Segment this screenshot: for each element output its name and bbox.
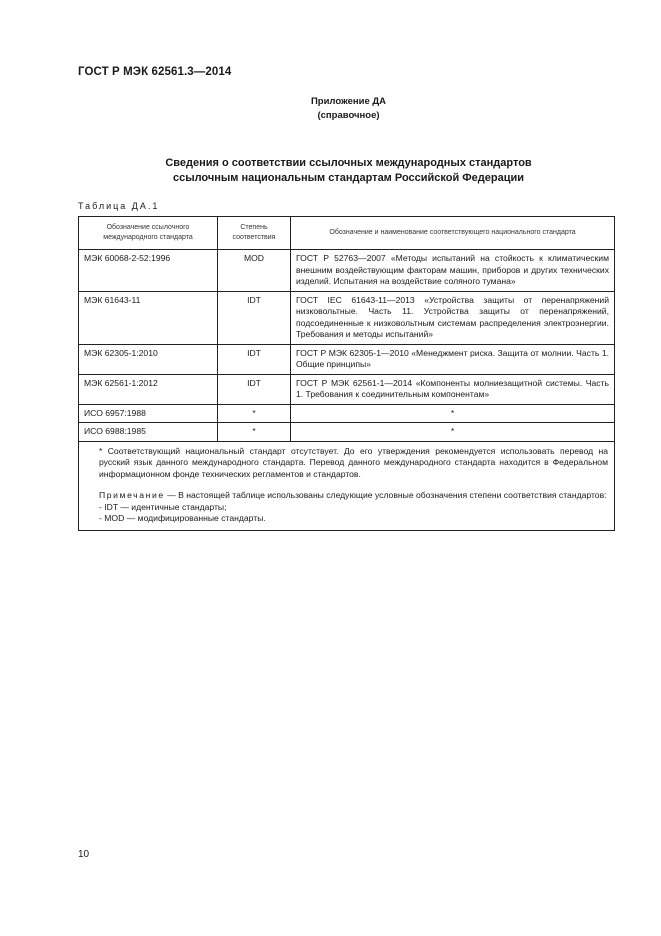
cell-degree: IDT	[218, 344, 291, 374]
cell-intl: МЭК 62561-1:2012	[79, 374, 218, 404]
annex-heading	[0, 95, 661, 123]
cell-intl: ИСО 6957:1988	[79, 404, 218, 423]
table-row	[79, 344, 615, 374]
section-title	[0, 156, 661, 186]
cell-national: *	[291, 423, 615, 442]
note-label: Примечание	[99, 490, 165, 500]
cell-degree: IDT	[218, 374, 291, 404]
cell-national: *	[291, 404, 615, 423]
references-table	[78, 216, 615, 531]
table-label: Таблица ДА.1	[78, 201, 160, 211]
note-text: — В настоящей таблице использованы следующие условные обозначения степени соответствия стандартов:	[164, 490, 607, 500]
header-intl-standard: Обозначение ссылочного международного стандарта	[79, 217, 218, 250]
note-item: - MOD — модифицированные стандарты.	[99, 513, 266, 523]
document-header: ГОСТ Р МЭК 62561.3—2014	[78, 66, 232, 78]
table-row	[79, 404, 615, 423]
table-row	[79, 374, 615, 404]
cell-degree: MOD	[218, 250, 291, 292]
section-title-line-2: ссылочным национальным стандартам Российской Федерации	[172, 172, 525, 184]
note-item: - IDT — идентичные стандарты;	[99, 501, 227, 512]
annex-subtitle: (справочное)	[317, 110, 380, 121]
table-footnote: * Соответствующий национальный стандарт отсутствует. До его утверждения рекомендуется использовать перевод на русский язык данного международного стандарта. Перевод данного международного стандарта находится в Федеральном информационном фонде технических регламентов и стандартов.	[99, 445, 608, 479]
section-title-line-1: Сведения о соответствии ссылочных международных стандартов	[165, 157, 532, 169]
table-row	[79, 423, 615, 442]
table-notes	[79, 441, 615, 530]
table-header-row	[79, 217, 615, 250]
cell-degree: *	[218, 404, 291, 423]
cell-intl: МЭК 61643-11	[79, 291, 218, 344]
header-national-standard: Обозначение и наименование соответствующего национального стандарта	[291, 217, 615, 250]
table-notes-row	[79, 441, 615, 530]
cell-national: ГОСТ Р МЭК 62561-1—2014 «Компоненты молниезащитной системы. Часть 1. Требования к соединительным компонентам»	[291, 374, 615, 404]
cell-intl: ИСО 6988:1985	[79, 423, 218, 442]
table-row	[79, 250, 615, 292]
cell-national: ГОСТ Р МЭК 62305-1—2010 «Менеджмент риска. Защита от молнии. Часть 1. Общие принципы»	[291, 344, 615, 374]
cell-national: ГОСТ Р 52763—2007 «Методы испытаний на стойкость к климатическим внешним воздействующим факторам машин, приборов и других технических изделий. Испытания на воздействие соляного тумана»	[291, 250, 615, 292]
header-degree: Степень соответствия	[218, 217, 291, 250]
cell-national: ГОСТ IEC 61643-11—2013 «Устройства защиты от перенапряжений низковольтные. Часть 11. Устройства защиты от перенапряжений, подсоединенные к низковольтным системам распределения электроэнергии. Требования и методы испытаний»	[291, 291, 615, 344]
page-number: 10	[78, 849, 90, 860]
cell-intl: МЭК 60068-2-52:1996	[79, 250, 218, 292]
table-note	[99, 490, 608, 502]
annex-title: Приложение ДА	[310, 96, 387, 107]
table-row	[79, 291, 615, 344]
cell-degree: IDT	[218, 291, 291, 344]
cell-intl: МЭК 62305-1:2010	[79, 344, 218, 374]
cell-degree: *	[218, 423, 291, 442]
